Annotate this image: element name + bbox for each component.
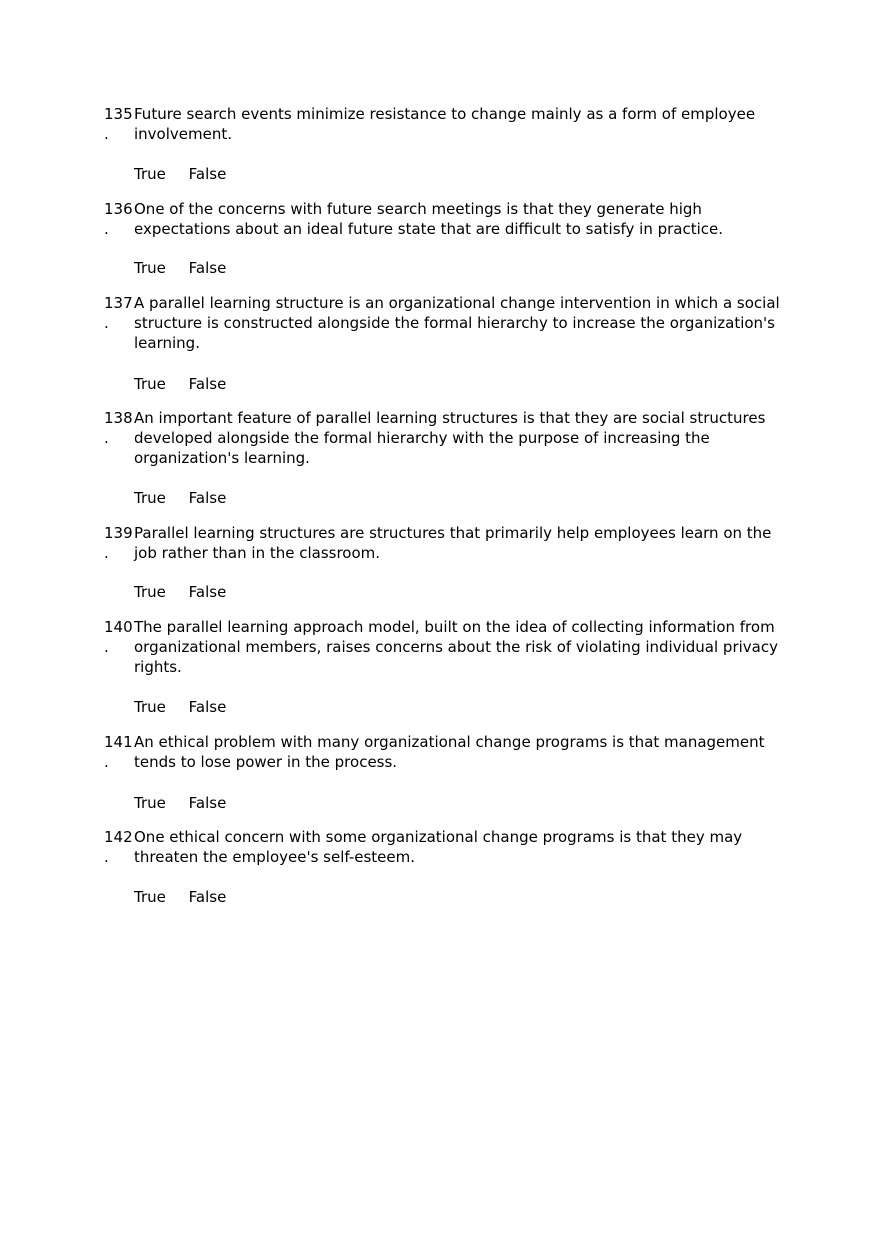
question-number-value: 137	[104, 294, 133, 312]
question-text: An important feature of parallel learning structures is that they are social structures developed alongside the formal hierarchy with the purpose of increasing the organization's learning.	[134, 409, 766, 467]
answer-true[interactable]: True	[134, 165, 166, 183]
question-number-dot: .	[104, 544, 109, 562]
question-number-value: 138	[104, 409, 133, 427]
answer-true[interactable]: True	[134, 259, 166, 277]
answer-options	[134, 793, 226, 813]
question-number-value: 136	[104, 200, 133, 218]
answer-true[interactable]: True	[134, 375, 166, 393]
question-number-dot: .	[104, 125, 109, 143]
question-number-value: 139	[104, 524, 133, 542]
question-number	[104, 408, 134, 448]
answer-false[interactable]: False	[188, 888, 227, 906]
question-number	[104, 199, 134, 239]
question-number-dot: .	[104, 429, 109, 447]
answer-options	[134, 258, 226, 278]
answer-false[interactable]: False	[188, 698, 227, 716]
question-text: Parallel learning structures are structures that primarily help employees learn on the job rather than in the classroom.	[134, 524, 772, 562]
answer-true[interactable]: True	[134, 888, 166, 906]
question-text: The parallel learning approach model, built on the idea of collecting information from organizational members, raises concerns about the risk of violating individual privacy rights.	[134, 618, 778, 676]
question-number-dot: .	[104, 220, 109, 238]
answer-false[interactable]: False	[188, 165, 227, 183]
question-number	[104, 523, 134, 563]
answer-options	[134, 582, 226, 602]
question-number-value: 142	[104, 828, 133, 846]
answer-true[interactable]: True	[134, 489, 166, 507]
question-number-dot: .	[104, 848, 109, 866]
answer-options	[134, 488, 226, 508]
question-number	[104, 617, 134, 657]
answer-false[interactable]: False	[188, 375, 227, 393]
question-text: An ethical problem with many organizational change programs is that management tends to lose power in the process.	[134, 733, 765, 771]
question-number-value: 140	[104, 618, 133, 636]
question-number-dot: .	[104, 314, 109, 332]
question-text: One of the concerns with future search meetings is that they generate high expectations about an ideal future state that are difﬁcult to satisfy in practice.	[134, 200, 724, 238]
answer-false[interactable]: False	[188, 489, 227, 507]
answer-true[interactable]: True	[134, 698, 166, 716]
question-number-value: 135	[104, 105, 133, 123]
question-number	[104, 732, 134, 772]
answer-false[interactable]: False	[188, 794, 227, 812]
question-number-value: 141	[104, 733, 133, 751]
answer-options	[134, 887, 226, 907]
question-text: Future search events minimize resistance to change mainly as a form of employee involvement.	[134, 105, 756, 143]
answer-options	[134, 164, 226, 184]
question-text: A parallel learning structure is an organizational change intervention in which a social structure is constructed alongside the formal hierarchy to increase the organization's learning.	[134, 294, 780, 352]
question-number	[104, 104, 134, 144]
question-number	[104, 827, 134, 867]
question-number	[104, 293, 134, 333]
answer-true[interactable]: True	[134, 583, 166, 601]
answer-options	[134, 697, 226, 717]
question-number-dot: .	[104, 753, 109, 771]
answer-true[interactable]: True	[134, 794, 166, 812]
answer-false[interactable]: False	[188, 583, 227, 601]
answer-options	[134, 374, 226, 394]
answer-false[interactable]: False	[188, 259, 227, 277]
question-number-dot: .	[104, 638, 109, 656]
question-text: One ethical concern with some organizational change programs is that they may threaten the employee's self-esteem.	[134, 828, 743, 866]
